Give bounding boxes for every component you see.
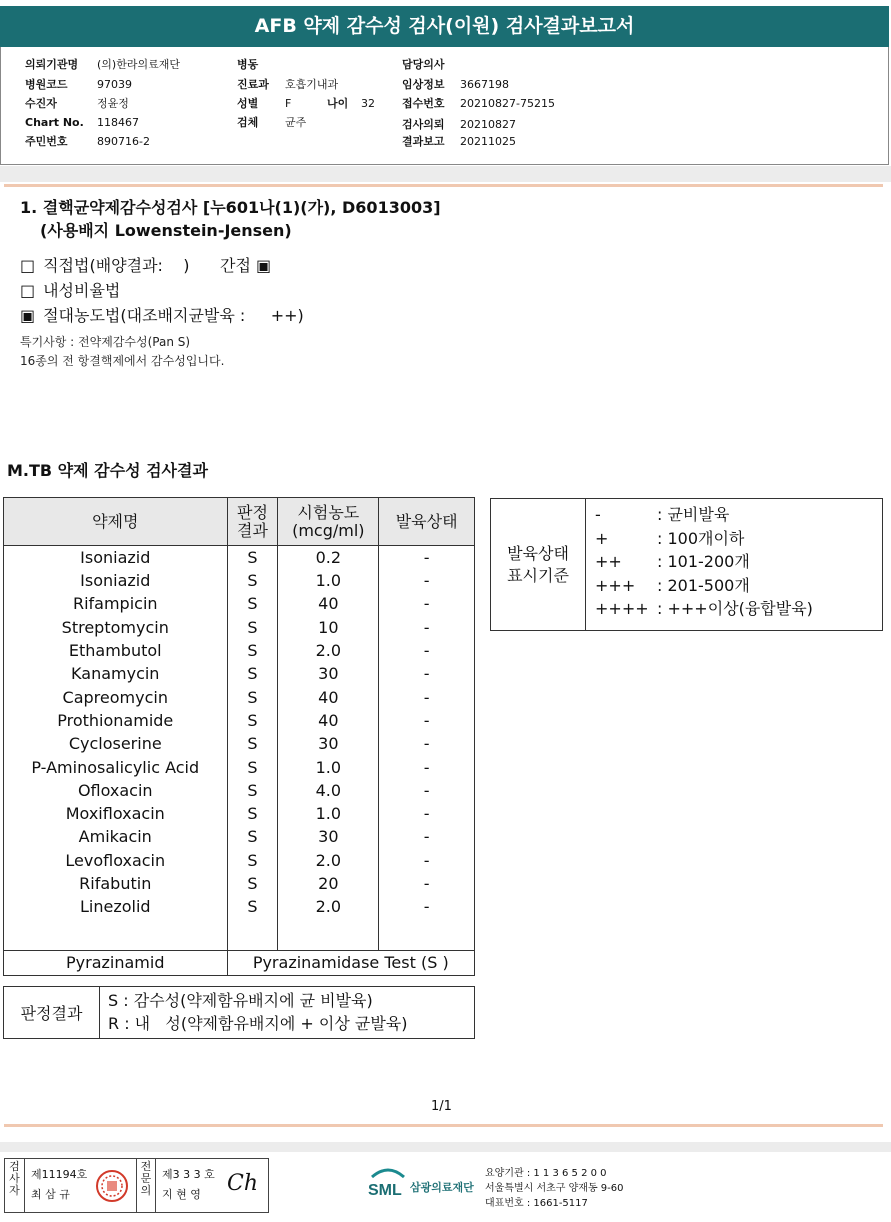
drug-concentration: 40 [278, 709, 379, 732]
judgement-rows [108, 989, 407, 1035]
drug-result: S [227, 849, 278, 872]
drug-name: P-Aminosalicylic Acid [4, 755, 228, 778]
info-hospital-code: 병원코드 97039 [25, 78, 132, 91]
drug-name: Ofloxacin [4, 779, 228, 802]
info-sex: 성별 F 나이 32 [237, 97, 375, 110]
drug-name: Kanamycin [4, 662, 228, 685]
table-row [4, 546, 475, 570]
drug-growth: - [379, 592, 475, 615]
table-row [4, 685, 475, 708]
drug-growth: - [379, 802, 475, 825]
drug-growth: - [379, 895, 475, 918]
susceptibility-table [3, 497, 475, 976]
info-receipt-no: 접수번호 20210827-75215 [402, 97, 555, 110]
examiner-label: 검 사 자 [5, 1159, 25, 1212]
table-row [4, 569, 475, 592]
drug-result: S [227, 616, 278, 639]
table-row [4, 895, 475, 918]
svg-text:SML: SML [368, 1182, 402, 1199]
doctor-label: 전 문 의 [136, 1159, 156, 1212]
drug-name: Rifabutin [4, 872, 228, 895]
drug-growth: - [379, 639, 475, 662]
pza-result: Pyrazinamidase Test (S ) [227, 950, 474, 975]
info-request-date: 검사의뢰 20210827 [402, 118, 516, 131]
table-header-row [4, 498, 475, 546]
drug-growth: - [379, 779, 475, 802]
divider [0, 166, 891, 182]
doctor-info: 제3 3 3 호 지 현 영 [162, 1168, 215, 1201]
signature: Ch [227, 1171, 259, 1196]
sml-logo-icon [366, 1163, 410, 1203]
legend-symbol: - [595, 505, 601, 524]
drug-result: S [227, 732, 278, 755]
drug-result: S [227, 546, 278, 570]
table-row [4, 709, 475, 732]
special-note: 특기사항 : 전약제감수성(Pan S) 16종의 전 항결핵제에서 감수성입니다. [20, 335, 225, 368]
judgement-resistant: R : 내 성(약제함유배지에 + 이상 균발육) [108, 1014, 408, 1033]
method-options [20, 253, 304, 328]
legend-symbol: ++++ [595, 599, 649, 618]
info-chart-no: Chart No. 118467 [25, 116, 139, 129]
legend-item [595, 597, 813, 621]
legend-symbol: +++ [595, 575, 636, 595]
section-title: 1. 결핵균약제감수성검사 [누601나(1)(가), D6013003] (사용배지 Lowenstein-Jensen) [20, 198, 441, 240]
drug-result: S [227, 872, 278, 895]
drug-result: S [227, 755, 278, 778]
info-ward: 병동 [237, 58, 259, 71]
legend-description: : 201-500개 [657, 575, 750, 595]
growth-legend [490, 498, 883, 631]
info-clinical: 임상정보 3667198 [402, 78, 509, 91]
legend-description: : +++이상(융합발육) [657, 599, 813, 618]
drug-name: Levofloxacin [4, 849, 228, 872]
table-row [4, 732, 475, 755]
pza-drug: Pyrazinamid [4, 950, 228, 975]
drug-growth: - [379, 546, 475, 570]
table-row [4, 825, 475, 848]
drug-concentration: 30 [278, 662, 379, 685]
drug-concentration: 2.0 [278, 639, 379, 662]
seal-stamp-icon [95, 1169, 129, 1203]
legend-description: : 101-200개 [657, 552, 750, 571]
info-doctor: 담당의사 [402, 58, 445, 71]
table-row [4, 802, 475, 825]
drug-concentration: 1.0 [278, 802, 379, 825]
drug-growth: - [379, 755, 475, 778]
legend-title: 발육상태 표시기준 [491, 499, 586, 630]
drug-concentration: 40 [278, 592, 379, 615]
drug-name: Streptomycin [4, 616, 228, 639]
drug-growth: - [379, 849, 475, 872]
drug-growth: - [379, 825, 475, 848]
org-name: 삼광의료재단 [410, 1181, 474, 1194]
table-row [4, 872, 475, 895]
drug-result: S [227, 825, 278, 848]
drug-concentration: 20 [278, 872, 379, 895]
drug-result: S [227, 592, 278, 615]
divider [0, 1142, 891, 1152]
drug-concentration: 0.2 [278, 546, 379, 570]
table-row [4, 849, 475, 872]
drug-growth: - [379, 569, 475, 592]
table-row [4, 779, 475, 802]
drug-name: Moxifloxacin [4, 802, 228, 825]
legend-symbol: + [595, 528, 609, 548]
table-row [4, 755, 475, 778]
drug-result: S [227, 895, 278, 918]
drug-growth: - [379, 616, 475, 639]
table-row [4, 616, 475, 639]
signature-box [4, 1158, 269, 1213]
drug-growth: - [379, 685, 475, 708]
divider [4, 184, 883, 187]
drug-name: Ethambutol [4, 639, 228, 662]
header-growth: 발육상태 [379, 498, 475, 546]
legend-item [595, 550, 813, 574]
pyrazinamide-row [4, 950, 475, 975]
option-direct: □ 직접법(배양결과: ) 간접 ▣ [20, 256, 272, 275]
drug-result: S [227, 779, 278, 802]
header-drug: 약제명 [4, 498, 228, 546]
page-number: 1/1 [431, 1099, 452, 1114]
drug-result: S [227, 709, 278, 732]
divider [4, 1124, 883, 1127]
info-requesting-institution: 의뢰기관명 (의)한라의료재단 [25, 58, 180, 71]
legend-item [595, 574, 813, 598]
drug-name: Linezolid [4, 895, 228, 918]
drug-concentration: 30 [278, 732, 379, 755]
drug-growth: - [379, 662, 475, 685]
drug-concentration: 2.0 [278, 849, 379, 872]
table-row [4, 639, 475, 662]
drug-name: Isoniazid [4, 569, 228, 592]
sml-logo [366, 1163, 486, 1203]
table-spacer-row [4, 918, 475, 950]
option-proportion: □ 내성비율법 [20, 281, 121, 300]
drug-growth: - [379, 872, 475, 895]
judgement-legend [3, 986, 475, 1039]
drug-concentration: 4.0 [278, 779, 379, 802]
drug-name: Prothionamide [4, 709, 228, 732]
header-concentration: 시험농도 (mcg/ml) [278, 498, 379, 546]
info-department: 진료과 호흡기내과 [237, 78, 339, 91]
drug-concentration: 1.0 [278, 755, 379, 778]
drug-result: S [227, 685, 278, 708]
drug-concentration: 40 [278, 685, 379, 708]
info-patient-name: 수진자 정윤정 [25, 97, 129, 110]
drug-result: S [227, 569, 278, 592]
drug-concentration: 1.0 [278, 569, 379, 592]
drug-name: Isoniazid [4, 546, 228, 570]
legend-item [595, 503, 813, 527]
org-info: 요양기관 : 1 1 3 6 5 2 0 0 서울특별시 서초구 양재동 9-60 대표번호 : 1661-5117 [485, 1168, 624, 1209]
drug-result: S [227, 639, 278, 662]
legend-item [595, 527, 813, 551]
drug-growth: - [379, 709, 475, 732]
info-specimen: 검체 균주 [237, 116, 307, 129]
report-title: AFB 약제 감수성 검사(이원) 검사결과보고서 [0, 6, 889, 47]
table-row [4, 662, 475, 685]
drug-concentration: 10 [278, 616, 379, 639]
table-row [4, 592, 475, 615]
judgement-susceptible: S : 감수성(약제함유배지에 균 비발육) [108, 991, 373, 1010]
judgement-title: 판정결과 [4, 987, 100, 1038]
examiner-info: 제11194호 최 삼 규 [31, 1168, 88, 1201]
drug-name: Capreomycin [4, 685, 228, 708]
option-absolute: ▣ 절대농도법(대조배지균발육 : ++) [20, 306, 304, 325]
drug-name: Cycloserine [4, 732, 228, 755]
drug-growth: - [379, 732, 475, 755]
legend-rows [595, 503, 813, 621]
header-judge: 판정 결과 [227, 498, 278, 546]
drug-result: S [227, 802, 278, 825]
legend-description: : 100개이하 [657, 528, 745, 548]
drug-concentration: 30 [278, 825, 379, 848]
legend-symbol: ++ [595, 552, 622, 571]
info-report-date: 결과보고 20211025 [402, 135, 516, 148]
drug-name: Amikacin [4, 825, 228, 848]
drug-name: Rifampicin [4, 592, 228, 615]
results-title: M.TB 약제 감수성 검사결과 [7, 461, 208, 480]
patient-info-panel [0, 47, 889, 165]
legend-description: : 균비발육 [657, 505, 730, 524]
drug-concentration: 2.0 [278, 895, 379, 918]
drug-result: S [227, 662, 278, 685]
info-resident-no: 주민번호 890716-2 [25, 135, 150, 148]
